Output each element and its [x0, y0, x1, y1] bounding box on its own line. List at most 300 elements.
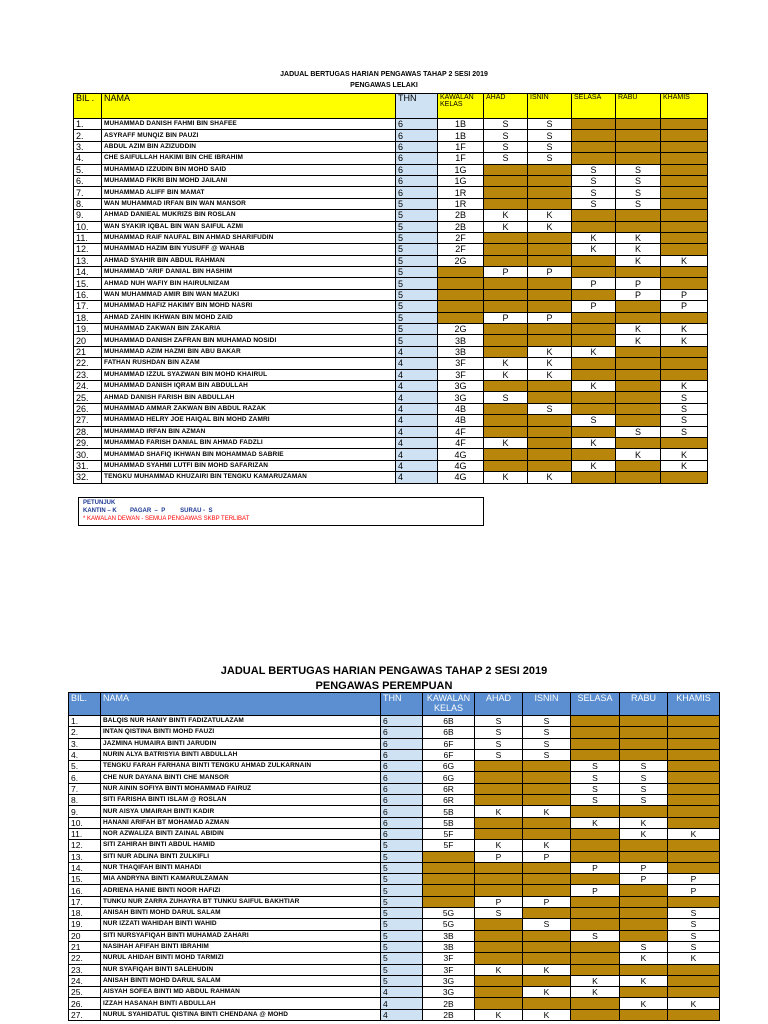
- cell-bil: 4.: [74, 153, 102, 164]
- cell-thn: 4: [396, 460, 438, 471]
- cell-rabu: K: [616, 449, 661, 460]
- cell-kawalan-kelas: 6G: [423, 761, 475, 772]
- cell-bil: 14.: [74, 267, 102, 278]
- cell-selasa: P: [572, 278, 616, 289]
- cell-selasa: S: [571, 795, 620, 806]
- cell-khamis: [661, 130, 708, 141]
- cell-isnin: [523, 874, 571, 885]
- cell-selasa: [572, 141, 616, 152]
- cell-thn: 5: [381, 908, 423, 919]
- cell-selasa: S: [572, 175, 616, 186]
- cell-bil: 18.: [69, 908, 101, 919]
- cell-isnin: K: [523, 806, 571, 817]
- table-row: [74, 244, 708, 255]
- cell-bil: 23.: [69, 964, 101, 975]
- header-khamis: KHAMIS: [668, 693, 720, 716]
- cell-rabu: P: [620, 862, 668, 873]
- cell-isnin: [528, 164, 572, 175]
- cell-thn: 6: [381, 761, 423, 772]
- cell-isnin: K: [528, 210, 572, 221]
- cell-ahad: P: [475, 896, 523, 907]
- cell-rabu: [620, 908, 668, 919]
- cell-rabu: [620, 738, 668, 749]
- cell-rabu: K: [620, 998, 668, 1009]
- cell-khamis: [661, 312, 708, 323]
- table-row: [74, 392, 708, 403]
- cell-khamis: [668, 806, 720, 817]
- cell-isnin: K: [523, 964, 571, 975]
- cell-bil: 3.: [74, 141, 102, 152]
- cell-ahad: [484, 426, 528, 437]
- cell-ahad: S: [475, 716, 523, 727]
- cell-selasa: [572, 221, 616, 232]
- header-rabu: RABU: [620, 693, 668, 716]
- cell-nama: MUHAMMAD IZZUDIN BIN MOHD SAID: [102, 164, 396, 175]
- table-row: [74, 437, 708, 448]
- cell-kawalan-kelas: 3G: [438, 392, 484, 403]
- cell-isnin: K: [523, 840, 571, 851]
- cell-rabu: [616, 460, 661, 471]
- cell-selasa: [572, 335, 616, 346]
- cell-kawalan-kelas: 6F: [423, 749, 475, 760]
- cell-nama: TENGKU MUHAMMAD KHUZAIRI BIN TENGKU KAMARUZAMAN: [102, 472, 396, 483]
- cell-nama: ANISAH BINTI MOHD DARUL SALAM: [101, 975, 381, 986]
- header-thn: THN: [396, 94, 438, 119]
- cell-bil: 11.: [74, 232, 102, 243]
- cell-ahad: K: [475, 806, 523, 817]
- cell-bil: 20: [69, 930, 101, 941]
- cell-kawalan-kelas: 4G: [438, 460, 484, 471]
- cell-kawalan-kelas: 1B: [438, 119, 484, 130]
- cell-khamis: [661, 472, 708, 483]
- cell-bil: 7.: [74, 187, 102, 198]
- cell-selasa: [572, 324, 616, 335]
- cell-ahad: [475, 817, 523, 828]
- cell-ahad: [484, 460, 528, 471]
- cell-kawalan-kelas: 2G: [438, 324, 484, 335]
- cell-selasa: [572, 392, 616, 403]
- cell-isnin: [528, 232, 572, 243]
- cell-thn: 4: [396, 380, 438, 391]
- cell-kawalan-kelas: 5B: [423, 817, 475, 828]
- cell-bil: 5.: [74, 164, 102, 175]
- table-row: [69, 783, 720, 794]
- cell-ahad: [475, 885, 523, 896]
- cell-thn: 5: [381, 885, 423, 896]
- cell-ahad: S: [484, 119, 528, 130]
- cell-rabu: P: [616, 278, 661, 289]
- cell-nama: NUR SYAFIQAH BINTI SALEHUDIN: [101, 964, 381, 975]
- cell-bil: 12.: [69, 840, 101, 851]
- cell-ahad: [484, 403, 528, 414]
- cell-thn: 5: [396, 244, 438, 255]
- cell-bil: 25.: [74, 392, 102, 403]
- header-ahad: AHAD: [475, 693, 523, 716]
- cell-khamis: [661, 141, 708, 152]
- cell-rabu: [616, 210, 661, 221]
- cell-bil: 19.: [74, 324, 102, 335]
- cell-bil: 8.: [74, 198, 102, 209]
- cell-khamis: [668, 738, 720, 749]
- cell-isnin: [528, 324, 572, 335]
- cell-thn: 4: [396, 437, 438, 448]
- cell-ahad: S: [475, 749, 523, 760]
- cell-khamis: [668, 772, 720, 783]
- cell-rabu: [620, 885, 668, 896]
- cell-khamis: [668, 749, 720, 760]
- cell-isnin: [523, 795, 571, 806]
- cell-thn: 5: [381, 953, 423, 964]
- cell-ahad: [484, 289, 528, 300]
- cell-khamis: [668, 783, 720, 794]
- cell-thn: 4: [396, 392, 438, 403]
- cell-thn: 5: [381, 896, 423, 907]
- cell-ahad: [484, 175, 528, 186]
- cell-thn: 4: [381, 1009, 423, 1020]
- cell-bil: 13.: [69, 851, 101, 862]
- cell-kawalan-kelas: 5B: [423, 806, 475, 817]
- cell-rabu: P: [616, 289, 661, 300]
- cell-thn: 6: [381, 783, 423, 794]
- cell-ahad: K: [484, 358, 528, 369]
- header-rabu: RABU: [616, 94, 661, 119]
- cell-nama: MUHAMMAD IRFAN BIN AZMAN: [102, 426, 396, 437]
- cell-ahad: [484, 380, 528, 391]
- table-row: [74, 324, 708, 335]
- cell-isnin: [528, 392, 572, 403]
- cell-khamis: K: [661, 335, 708, 346]
- cell-nama: MUHAMMAD SYAHMI LUTFI BIN MOHD SAFARIZAN: [102, 460, 396, 471]
- table-row: [74, 255, 708, 266]
- cell-selasa: S: [572, 187, 616, 198]
- cell-kawalan-kelas: 2B: [438, 210, 484, 221]
- cell-bil: 1.: [69, 716, 101, 727]
- cell-selasa: [572, 472, 616, 483]
- cell-kawalan-kelas: 6G: [423, 772, 475, 783]
- cell-isnin: K: [528, 221, 572, 232]
- cell-thn: 5: [396, 210, 438, 221]
- cell-nama: WAN MUHAMMAD IRFAN BIN WAN MANSOR: [102, 198, 396, 209]
- cell-ahad: K: [475, 1009, 523, 1020]
- cell-isnin: [528, 380, 572, 391]
- cell-thn: 5: [381, 851, 423, 862]
- cell-khamis: S: [668, 919, 720, 930]
- cell-isnin: S: [523, 716, 571, 727]
- cell-isnin: [523, 885, 571, 896]
- cell-thn: 4: [396, 426, 438, 437]
- cell-bil: 6.: [74, 175, 102, 186]
- cell-nama: BALQIS NUR HANIY BINTI FADIZATULAZAM: [101, 716, 381, 727]
- cell-isnin: [523, 998, 571, 1009]
- cell-khamis: [661, 119, 708, 130]
- cell-nama: MUHAMMAD DANISH FAHMI BIN SHAFEE: [102, 119, 396, 130]
- cell-kawalan-kelas: 1R: [438, 187, 484, 198]
- cell-thn: 6: [381, 749, 423, 760]
- girls-roster-table: [68, 692, 720, 1021]
- cell-khamis: [668, 987, 720, 998]
- cell-khamis: S: [661, 403, 708, 414]
- cell-bil: 9.: [74, 210, 102, 221]
- table-row: [74, 426, 708, 437]
- cell-bil: 22.: [69, 953, 101, 964]
- cell-nama: AISYAH SOFEA BINTI MD ABDUL RAHMAN: [101, 987, 381, 998]
- cell-kawalan-kelas: 4G: [438, 472, 484, 483]
- cell-khamis: [661, 232, 708, 243]
- cell-selasa: [572, 449, 616, 460]
- cell-ahad: K: [484, 210, 528, 221]
- table-header-row: [69, 693, 720, 716]
- cell-bil: 20: [74, 335, 102, 346]
- cell-selasa: K: [572, 232, 616, 243]
- cell-thn: 5: [381, 930, 423, 941]
- cell-ahad: [475, 862, 523, 873]
- cell-kawalan-kelas: 3B: [423, 930, 475, 941]
- cell-selasa: [572, 267, 616, 278]
- cell-ahad: K: [475, 840, 523, 851]
- cell-bil: 10.: [69, 817, 101, 828]
- cell-isnin: [528, 437, 572, 448]
- cell-nama: SITI NURSYAFIQAH BINTI MUHAMAD ZAHARI: [101, 930, 381, 941]
- cell-selasa: S: [572, 198, 616, 209]
- cell-bil: 19.: [69, 919, 101, 930]
- cell-rabu: [620, 806, 668, 817]
- cell-bil: 21: [69, 941, 101, 952]
- cell-nama: INTAN QISTINA BINTI MOHD FAUZI: [101, 727, 381, 738]
- cell-rabu: S: [616, 164, 661, 175]
- cell-isnin: K: [528, 346, 572, 357]
- cell-nama: ASYRAFF MUNQIZ BIN PAUZI: [102, 130, 396, 141]
- cell-khamis: P: [661, 301, 708, 312]
- cell-isnin: [523, 975, 571, 986]
- cell-bil: 18.: [74, 312, 102, 323]
- cell-kawalan-kelas: 5F: [423, 828, 475, 839]
- cell-isnin: [528, 175, 572, 186]
- cell-kawalan-kelas: 4G: [438, 449, 484, 460]
- cell-isnin: S: [528, 130, 572, 141]
- cell-ahad: [475, 772, 523, 783]
- cell-ahad: [475, 930, 523, 941]
- cell-isnin: K: [523, 987, 571, 998]
- cell-kawalan-kelas: 4F: [438, 426, 484, 437]
- cell-kawalan-kelas: [423, 885, 475, 896]
- table-row: [74, 232, 708, 243]
- cell-kawalan-kelas: 2F: [438, 244, 484, 255]
- cell-nama: MUHAMMAD FARISH DANIAL BIN AHMAD FADZLI: [102, 437, 396, 448]
- cell-khamis: [661, 369, 708, 380]
- cell-isnin: [523, 783, 571, 794]
- cell-thn: 5: [381, 862, 423, 873]
- cell-ahad: K: [484, 369, 528, 380]
- cell-thn: 5: [396, 232, 438, 243]
- cell-rabu: [616, 437, 661, 448]
- table2-subtitle: PENGAWAS PEREMPUAN: [315, 680, 453, 692]
- cell-rabu: [616, 380, 661, 391]
- cell-khamis: [668, 896, 720, 907]
- cell-thn: 6: [396, 187, 438, 198]
- cell-kawalan-kelas: [438, 289, 484, 300]
- cell-selasa: [571, 953, 620, 964]
- cell-kawalan-kelas: 5G: [423, 919, 475, 930]
- cell-kawalan-kelas: 1F: [438, 141, 484, 152]
- cell-bil: 24.: [74, 380, 102, 391]
- cell-bil: 21: [74, 346, 102, 357]
- cell-isnin: S: [528, 403, 572, 414]
- cell-rabu: [620, 727, 668, 738]
- cell-rabu: [616, 153, 661, 164]
- cell-selasa: S: [571, 761, 620, 772]
- table-row: [74, 358, 708, 369]
- cell-isnin: K: [523, 1009, 571, 1020]
- cell-ahad: [475, 761, 523, 772]
- cell-khamis: [668, 862, 720, 873]
- cell-thn: 4: [396, 369, 438, 380]
- cell-selasa: [572, 289, 616, 300]
- cell-thn: 4: [396, 403, 438, 414]
- table-row: [69, 908, 720, 919]
- cell-khamis: S: [668, 908, 720, 919]
- cell-kawalan-kelas: 1G: [438, 175, 484, 186]
- cell-kawalan-kelas: 5F: [423, 840, 475, 851]
- cell-thn: 5: [396, 312, 438, 323]
- table-row: [69, 987, 720, 998]
- cell-kawalan-kelas: 2B: [423, 1009, 475, 1020]
- cell-ahad: [475, 953, 523, 964]
- cell-khamis: [661, 187, 708, 198]
- cell-ahad: [484, 187, 528, 198]
- cell-isnin: [523, 772, 571, 783]
- cell-thn: 4: [396, 346, 438, 357]
- cell-kawalan-kelas: 6R: [423, 783, 475, 794]
- table2-title: JADUAL BERTUGAS HARIAN PENGAWAS TAHAP 2 SESI 2019: [220, 665, 548, 677]
- cell-thn: 5: [396, 289, 438, 300]
- cell-selasa: K: [572, 460, 616, 471]
- cell-thn: 5: [396, 255, 438, 266]
- cell-nama: TENGKU FARAH FARHANA BINTI TENGKU AHMAD ZULKARNAIN: [101, 761, 381, 772]
- cell-thn: 6: [381, 795, 423, 806]
- cell-ahad: S: [484, 153, 528, 164]
- cell-rabu: S: [616, 187, 661, 198]
- cell-rabu: K: [616, 232, 661, 243]
- cell-khamis: [668, 716, 720, 727]
- cell-isnin: [523, 953, 571, 964]
- cell-selasa: [571, 964, 620, 975]
- cell-bil: 6.: [69, 772, 101, 783]
- table-row: [69, 727, 720, 738]
- cell-rabu: [616, 403, 661, 414]
- cell-kawalan-kelas: 2G: [438, 255, 484, 266]
- cell-thn: 6: [381, 727, 423, 738]
- cell-khamis: K: [668, 828, 720, 839]
- cell-nama: ANISAH BINTI MOHD DARUL SALAM: [101, 908, 381, 919]
- cell-thn: 4: [396, 449, 438, 460]
- cell-rabu: K: [616, 244, 661, 255]
- cell-isnin: S: [528, 119, 572, 130]
- cell-khamis: K: [661, 255, 708, 266]
- cell-selasa: [572, 255, 616, 266]
- table-row: [69, 964, 720, 975]
- cell-bil: 26.: [74, 403, 102, 414]
- cell-isnin: [528, 255, 572, 266]
- cell-kawalan-kelas: 3G: [423, 987, 475, 998]
- table-row: [74, 403, 708, 414]
- cell-kawalan-kelas: 3B: [438, 346, 484, 357]
- cell-bil: 28.: [74, 426, 102, 437]
- cell-rabu: [620, 919, 668, 930]
- cell-ahad: K: [475, 964, 523, 975]
- table-row: [74, 175, 708, 186]
- cell-nama: MUHAMMAD ALIFF BIN MAMAT: [102, 187, 396, 198]
- cell-thn: 5: [396, 301, 438, 312]
- cell-nama: WAN MUHAMMAD AMIR BIN WAN MAZUKI: [102, 289, 396, 300]
- header-thn: THN: [381, 693, 423, 716]
- cell-ahad: [475, 987, 523, 998]
- cell-kawalan-kelas: 6B: [423, 727, 475, 738]
- cell-isnin: P: [523, 851, 571, 862]
- cell-selasa: S: [572, 164, 616, 175]
- cell-ahad: K: [484, 472, 528, 483]
- cell-isnin: [523, 908, 571, 919]
- cell-kawalan-kelas: 3F: [438, 369, 484, 380]
- table-row: [69, 975, 720, 986]
- cell-ahad: [484, 244, 528, 255]
- cell-kawalan-kelas: [438, 312, 484, 323]
- table-row: [69, 874, 720, 885]
- cell-thn: 6: [381, 806, 423, 817]
- cell-nama: CHE NUR DAYANA BINTI CHE MANSOR: [101, 772, 381, 783]
- table-row: [69, 738, 720, 749]
- cell-bil: 4.: [69, 749, 101, 760]
- cell-selasa: K: [572, 346, 616, 357]
- cell-selasa: S: [571, 930, 620, 941]
- cell-rabu: [620, 896, 668, 907]
- cell-nama: NUR AISYA UMAIRAH BINTI KADIR: [101, 806, 381, 817]
- cell-ahad: [475, 998, 523, 1009]
- cell-isnin: K: [528, 358, 572, 369]
- cell-bil: 16.: [74, 289, 102, 300]
- cell-rabu: [616, 346, 661, 357]
- table-row: [69, 806, 720, 817]
- header-kawalan-kelas: KAWALAN KELAS: [423, 693, 475, 716]
- cell-nama: MUHAMMAD ZAKWAN BIN ZAKARIA: [102, 324, 396, 335]
- cell-bil: 23.: [74, 369, 102, 380]
- cell-rabu: [616, 392, 661, 403]
- cell-isnin: [528, 460, 572, 471]
- cell-selasa: [572, 312, 616, 323]
- cell-kawalan-kelas: 6F: [423, 738, 475, 749]
- cell-bil: 30.: [74, 449, 102, 460]
- cell-thn: 5: [396, 267, 438, 278]
- cell-kawalan-kelas: 1G: [438, 164, 484, 175]
- cell-isnin: [528, 426, 572, 437]
- cell-khamis: [668, 817, 720, 828]
- cell-khamis: K: [661, 449, 708, 460]
- cell-kawalan-kelas: 3G: [438, 380, 484, 391]
- cell-ahad: [484, 301, 528, 312]
- cell-kawalan-kelas: 1F: [438, 153, 484, 164]
- table1-title: JADUAL BERTUGAS HARIAN PENGAWAS TAHAP 2 SESI 2019: [280, 71, 488, 78]
- cell-selasa: [572, 130, 616, 141]
- header-bil: BIL.: [69, 693, 101, 716]
- header-selasa: SELASA: [571, 693, 620, 716]
- cell-nama: NURUL AHIDAH BINTI MOHD TARMIZI: [101, 953, 381, 964]
- cell-selasa: [572, 153, 616, 164]
- cell-isnin: [528, 415, 572, 426]
- cell-selasa: K: [572, 244, 616, 255]
- cell-khamis: [668, 840, 720, 851]
- legend-box: [78, 497, 484, 526]
- cell-isnin: S: [523, 919, 571, 930]
- cell-rabu: [616, 415, 661, 426]
